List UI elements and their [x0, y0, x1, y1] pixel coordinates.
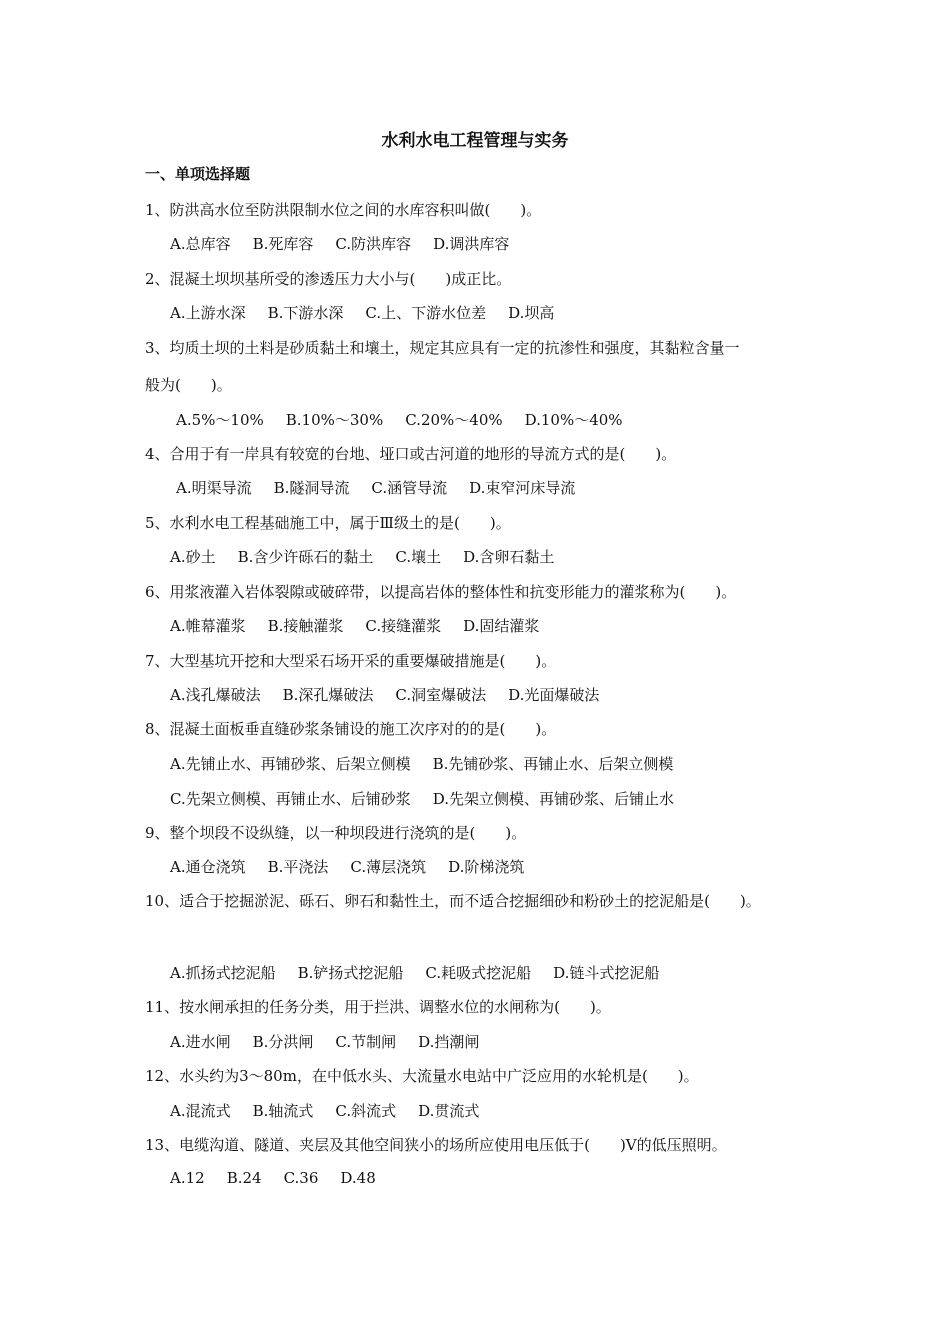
question-stem: 4、合用于有一岸具有较宽的台地、垭口或古河道的地形的导流方式的是( )。: [145, 445, 677, 463]
question-stem: 3、均质土坝的土料是砂质黏土和壤土，规定其应具有一定的抗渗性和强度，其黏粒含量一: [145, 339, 740, 357]
question-options: [176, 477, 597, 498]
option: B.死库容: [252, 235, 314, 253]
option: D.坝高: [508, 304, 555, 322]
option: B.平浇法: [267, 858, 329, 876]
option: D.先架立侧模、再铺砂浆、后铺止水: [432, 790, 674, 808]
question-options: [170, 788, 696, 809]
question-options: [170, 962, 681, 983]
option: C.洞室爆破法: [395, 686, 487, 704]
question-options: [170, 856, 546, 877]
question-options: [176, 409, 645, 430]
option: D.挡潮闸: [418, 1033, 480, 1051]
option: D.含卵石黏土: [463, 548, 555, 566]
option: B.分洪闸: [252, 1033, 314, 1051]
option: B.铲扬式挖泥船: [297, 964, 404, 982]
question-options: [170, 615, 561, 636]
option: B.下游水深: [267, 304, 344, 322]
option: B.10%～30%: [285, 411, 384, 429]
option: C.涵管导流: [371, 479, 448, 497]
option: A.进水闸: [170, 1033, 231, 1051]
option: A.抓扬式挖泥船: [170, 964, 276, 982]
option: A.帷幕灌浆: [170, 617, 246, 635]
option: D.10%～40%: [524, 411, 623, 429]
option: A.12: [170, 1169, 205, 1187]
question-stem: 9、整个坝段不设纵缝，以一种坝段进行浇筑的是( )。: [145, 824, 527, 842]
option: A.先铺止水、再铺砂浆、后架立侧模: [170, 755, 411, 773]
option: A.总库容: [170, 235, 231, 253]
question-stem: 11、按水闸承担的任务分类，用于拦洪、调整水位的水闸称为( )。: [145, 998, 611, 1016]
option: D.48: [340, 1169, 376, 1187]
option: C.36: [283, 1169, 319, 1187]
option: B.接触灌浆: [267, 617, 344, 635]
question-options: [170, 1031, 501, 1052]
document-title: 水利水电工程管理与实务: [381, 131, 569, 151]
option: A.明渠导流: [176, 479, 252, 497]
option: A.上游水深: [170, 304, 246, 322]
option: D.阶梯浇筑: [448, 858, 525, 876]
question-options: [170, 1169, 398, 1187]
option: C.薄层浇筑: [350, 858, 427, 876]
option: D.贯流式: [418, 1102, 480, 1120]
option: A.砂土: [170, 548, 216, 566]
option: D.固结灌浆: [463, 617, 540, 635]
option: C.先架立侧模、再铺止水、后铺砂浆: [170, 790, 411, 808]
option: C.上、下游水位差: [365, 304, 487, 322]
option: C.接缝灌浆: [365, 617, 442, 635]
option: B.24: [226, 1169, 262, 1187]
option: B.隧洞导流: [273, 479, 350, 497]
question-options: [170, 302, 576, 323]
question-stem: 12、水头约为3～80m，在中低水头、大流量水电站中广泛应用的水轮机是( )。: [145, 1067, 699, 1085]
question-options: [170, 684, 621, 705]
question-options: [170, 233, 531, 254]
option: C.节制闸: [335, 1033, 397, 1051]
question-stem: 1、防洪高水位至防洪限制水位之间的水库容积叫做( )。: [145, 201, 542, 219]
option: D.光面爆破法: [508, 686, 600, 704]
option: B.深孔爆破法: [282, 686, 374, 704]
section-heading: 一、单项选择题: [145, 165, 251, 183]
question-stem: 6、用浆液灌入岩体裂隙或破碎带，以提高岩体的整体性和抗变形能力的灌浆称为( )。: [145, 583, 737, 601]
option: B.轴流式: [252, 1102, 314, 1120]
question-options: [170, 546, 576, 567]
question-stem: 7、大型基坑开挖和大型采石场开采的重要爆破措施是( )。: [145, 652, 557, 670]
option: D.链斗式挖泥船: [553, 964, 660, 982]
question-stem-continued: 般为( )。: [145, 376, 232, 394]
question-stem: 8、混凝土面板垂直缝砂浆条铺设的施工次序对的的是( )。: [145, 720, 557, 738]
question-stem: 10、适合于挖掘淤泥、砾石、卵石和黏性土，而不适合挖掘细砂和粉砂土的挖泥船是( )。: [145, 892, 761, 910]
option: C.斜流式: [335, 1102, 397, 1120]
option: B.含少许砾石的黏土: [237, 548, 374, 566]
option: A.浅孔爆破法: [170, 686, 261, 704]
option: D.束窄河床导流: [469, 479, 576, 497]
question-stem: 13、电缆沟道、隧道、夹层及其他空间狭小的场所应使用电压低于( )V的低压照明。: [145, 1136, 727, 1154]
option: A.5%～10%: [176, 411, 264, 429]
option: D.调洪库容: [433, 235, 510, 253]
question-options: [170, 1100, 501, 1121]
option: B.先铺砂浆、再铺止水、后架立侧模: [432, 755, 674, 773]
option: C.耗吸式挖泥船: [425, 964, 532, 982]
option: C.防洪库容: [335, 235, 412, 253]
question-stem: 5、水利水电工程基础施工中，属于Ⅲ级土的是( )。: [145, 514, 511, 532]
option: C.壤土: [395, 548, 442, 566]
question-options: [170, 753, 695, 774]
question-stem: 2、混凝土坝坝基所受的渗透压力大小与( )成正比。: [145, 270, 512, 288]
option: A.通仓浇筑: [170, 858, 246, 876]
option: A.混流式: [170, 1102, 231, 1120]
option: C.20%～40%: [405, 411, 503, 429]
